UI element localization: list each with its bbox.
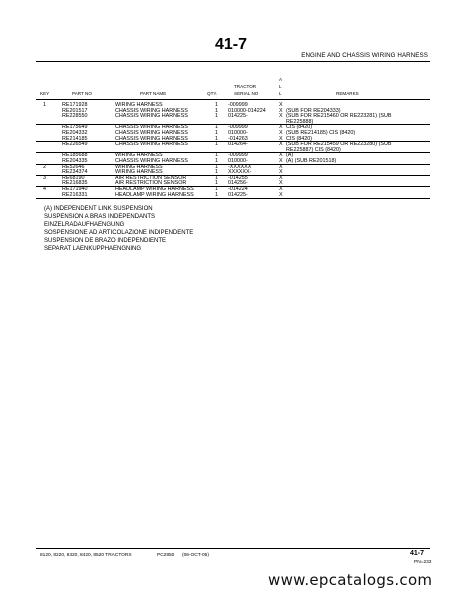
- cell-part-name: AIR RESTRICTION SENSOR: [115, 174, 187, 181]
- cell-part-no: RE228550: [62, 113, 88, 120]
- cell-serial: 014264-: [228, 141, 248, 148]
- cell-key: 2: [43, 163, 46, 170]
- cell-part-name: WIRING HARNESS: [115, 163, 163, 170]
- cell-serial: -014224: [228, 186, 248, 192]
- cell-qty: 1: [215, 130, 218, 136]
- cell-part-no: RE201517: [62, 107, 88, 114]
- cell-part-name: CHASSIS WIRING HARNESS: [115, 158, 188, 164]
- cell-serial: -009999: [228, 152, 248, 159]
- cell-part-name: AIR RESTRICTION SENSOR: [115, 180, 187, 187]
- cell-qty: 1: [215, 174, 218, 181]
- footer-date: (06-OCT-05): [182, 553, 209, 558]
- cell-key: 3: [43, 174, 46, 181]
- footnote-line: EINZELRADAUFHAENGUNG: [44, 222, 125, 228]
- cell-l: X: [279, 158, 283, 164]
- cell-remarks: (SUB FOR RE215459 OR RE223280) (SUB: [286, 141, 392, 148]
- cell-part-no: RE175649: [62, 124, 88, 131]
- footer-rule: [36, 548, 430, 549]
- footnote-line: SOSPENSIONE AD ARTICOLAZIONE INDIPENDENTE: [44, 230, 194, 236]
- cell-remarks: RE225887) CIS (8420): [286, 146, 341, 153]
- cell-l: X: [279, 174, 283, 181]
- cell-part-no: RE216835: [62, 180, 88, 187]
- cell-part-name: HEADLAMP WIRING HARNESS: [115, 186, 194, 192]
- header-qty: QTY.: [207, 91, 218, 96]
- cell-qty: 1: [215, 135, 218, 142]
- footer-models: 8120, 8220, 8320, 8420, 8520 TRACTORS: [40, 553, 132, 558]
- cell-l: X: [279, 169, 283, 176]
- cell-l: X: [279, 124, 283, 131]
- cell-part-no: RE214185: [62, 135, 88, 142]
- header-all-l1: L: [279, 84, 282, 89]
- cell-qty: 1: [215, 191, 218, 198]
- cell-part-no: RE226549: [62, 141, 88, 148]
- cell-serial: 010000-: [228, 130, 248, 136]
- cell-part-no: RE171940: [62, 186, 88, 192]
- subgroup-divider: [36, 124, 430, 125]
- cell-serial: -XXXXXX: [228, 163, 252, 170]
- cell-part-no: RE171928: [62, 102, 88, 108]
- header-all-a: A: [279, 77, 283, 82]
- cell-remarks: (SUB FOR RE204333): [286, 107, 341, 114]
- cell-serial: 014225-: [228, 113, 248, 120]
- cell-l: X: [279, 186, 283, 192]
- cell-qty: 1: [215, 124, 218, 131]
- cell-remarks: (A): [286, 152, 294, 159]
- footer-catalog: PC2850: [157, 553, 175, 558]
- header-key: KEY: [40, 91, 50, 96]
- cell-qty: 1: [215, 163, 218, 170]
- cell-part-no: RE185688: [62, 152, 88, 159]
- cell-l: X: [279, 107, 283, 114]
- header-part-name: PART NAME: [140, 91, 167, 96]
- cell-qty: 1: [215, 107, 218, 114]
- cell-l: X: [279, 163, 283, 170]
- cell-part-name: CHASSIS WIRING HARNESS: [115, 141, 188, 148]
- cell-qty: 1: [215, 180, 218, 187]
- cell-part-name: HEADLAMP WIRING HARNESS: [115, 191, 194, 198]
- cell-qty: 1: [215, 141, 218, 148]
- subgroup-divider: [36, 152, 430, 153]
- group-divider: [36, 175, 430, 176]
- cell-part-name: WIRING HARNESS: [115, 102, 163, 108]
- cell-serial: XXXXXX-: [228, 169, 252, 176]
- header-remarks: REMARKS: [336, 91, 359, 96]
- footnote-line: (A) INDEPENDENT LINK SUSPENSION: [44, 206, 153, 212]
- cell-l: X: [279, 113, 283, 120]
- cell-remarks: CIS (8420): [286, 135, 313, 142]
- cell-key: 4: [43, 186, 46, 192]
- cell-serial: -014255: [228, 174, 248, 181]
- cell-qty: 1: [215, 102, 218, 108]
- group-divider: [36, 164, 430, 165]
- cell-serial: 010000-: [228, 158, 248, 164]
- page-number: 41-7: [214, 36, 248, 53]
- cell-part-name: CHASSIS WIRING HARNESS: [115, 107, 188, 114]
- cell-part-name: CHASSIS WIRING HARNESS: [115, 113, 188, 120]
- cell-serial: -009999: [228, 102, 248, 108]
- cell-part-no: RE234374: [62, 169, 88, 176]
- cell-remarks: RE225888): [286, 118, 314, 125]
- cell-part-no: RE68190: [62, 174, 85, 181]
- cell-part-name: WIRING HARNESS: [115, 152, 163, 159]
- group-divider: [36, 186, 430, 187]
- header-serial-no: SERIAL NO: [234, 91, 259, 96]
- cell-qty: 1: [215, 152, 218, 159]
- top-rule: [36, 61, 430, 62]
- watermark: www.epcatalogs.com: [268, 571, 433, 589]
- cell-part-name: WIRING HARNESS: [115, 169, 163, 176]
- footer-code: PN=233: [414, 560, 432, 565]
- footnote-line: SUSPENSION DE BRAZO INDEPENDIENTE: [44, 238, 167, 244]
- cell-part-no: RE204332: [62, 130, 88, 136]
- cell-remarks: CIS (8420): [286, 124, 313, 131]
- cell-qty: 1: [215, 113, 218, 120]
- cell-qty: 1: [215, 158, 218, 164]
- header-tractor: TRACTOR: [234, 84, 257, 89]
- section-title: ENGINE AND CHASSIS WIRING HARNESS: [301, 52, 428, 59]
- cell-qty: 1: [215, 186, 218, 192]
- cell-part-name: CHASSIS WIRING HARNESS: [115, 135, 188, 142]
- cell-serial: 014225-: [228, 191, 248, 198]
- cell-l: X: [279, 180, 283, 187]
- cell-remarks: (A) (SUB RE201518): [286, 158, 337, 164]
- cell-part-no: RE204335: [62, 158, 88, 164]
- cell-serial: -014263: [228, 135, 248, 142]
- header-all-l2: L: [279, 91, 282, 96]
- footnote-line: SUSPENSION A BRAS INDEPENDANTS: [44, 214, 156, 220]
- cell-part-name: CHASSIS WIRING HARNESS: [115, 130, 188, 136]
- cell-l: X: [279, 152, 283, 159]
- cell-key: 1: [43, 102, 46, 108]
- table-end-rule: [36, 198, 430, 199]
- cell-l: X: [279, 191, 283, 198]
- cell-remarks: (SUB RE214185) CIS (8420): [286, 130, 356, 136]
- header-rule: [36, 99, 430, 100]
- cell-serial: 010000-014224: [228, 107, 266, 114]
- cell-qty: 1: [215, 169, 218, 176]
- cell-l: X: [279, 141, 283, 148]
- cell-part-name: CHASSIS WIRING HARNESS: [115, 124, 188, 131]
- cell-serial: -009999: [228, 124, 248, 131]
- cell-l: X: [279, 102, 283, 108]
- cell-l: X: [279, 135, 283, 142]
- cell-l: X: [279, 130, 283, 136]
- footer-page-number: 41-7: [410, 550, 425, 557]
- subgroup-divider: [36, 141, 430, 142]
- cell-serial: 014256-: [228, 180, 248, 187]
- header-part-no: PART NO: [72, 91, 92, 96]
- cell-remarks: (SUB FOR RE215460 OR RE223281) (SUB: [286, 113, 392, 120]
- cell-part-no: RE216331: [62, 191, 88, 198]
- footnote-line: SEPARAT LAENKUPPHAENGNING: [44, 246, 142, 252]
- cell-part-no: RE52646: [62, 163, 85, 170]
